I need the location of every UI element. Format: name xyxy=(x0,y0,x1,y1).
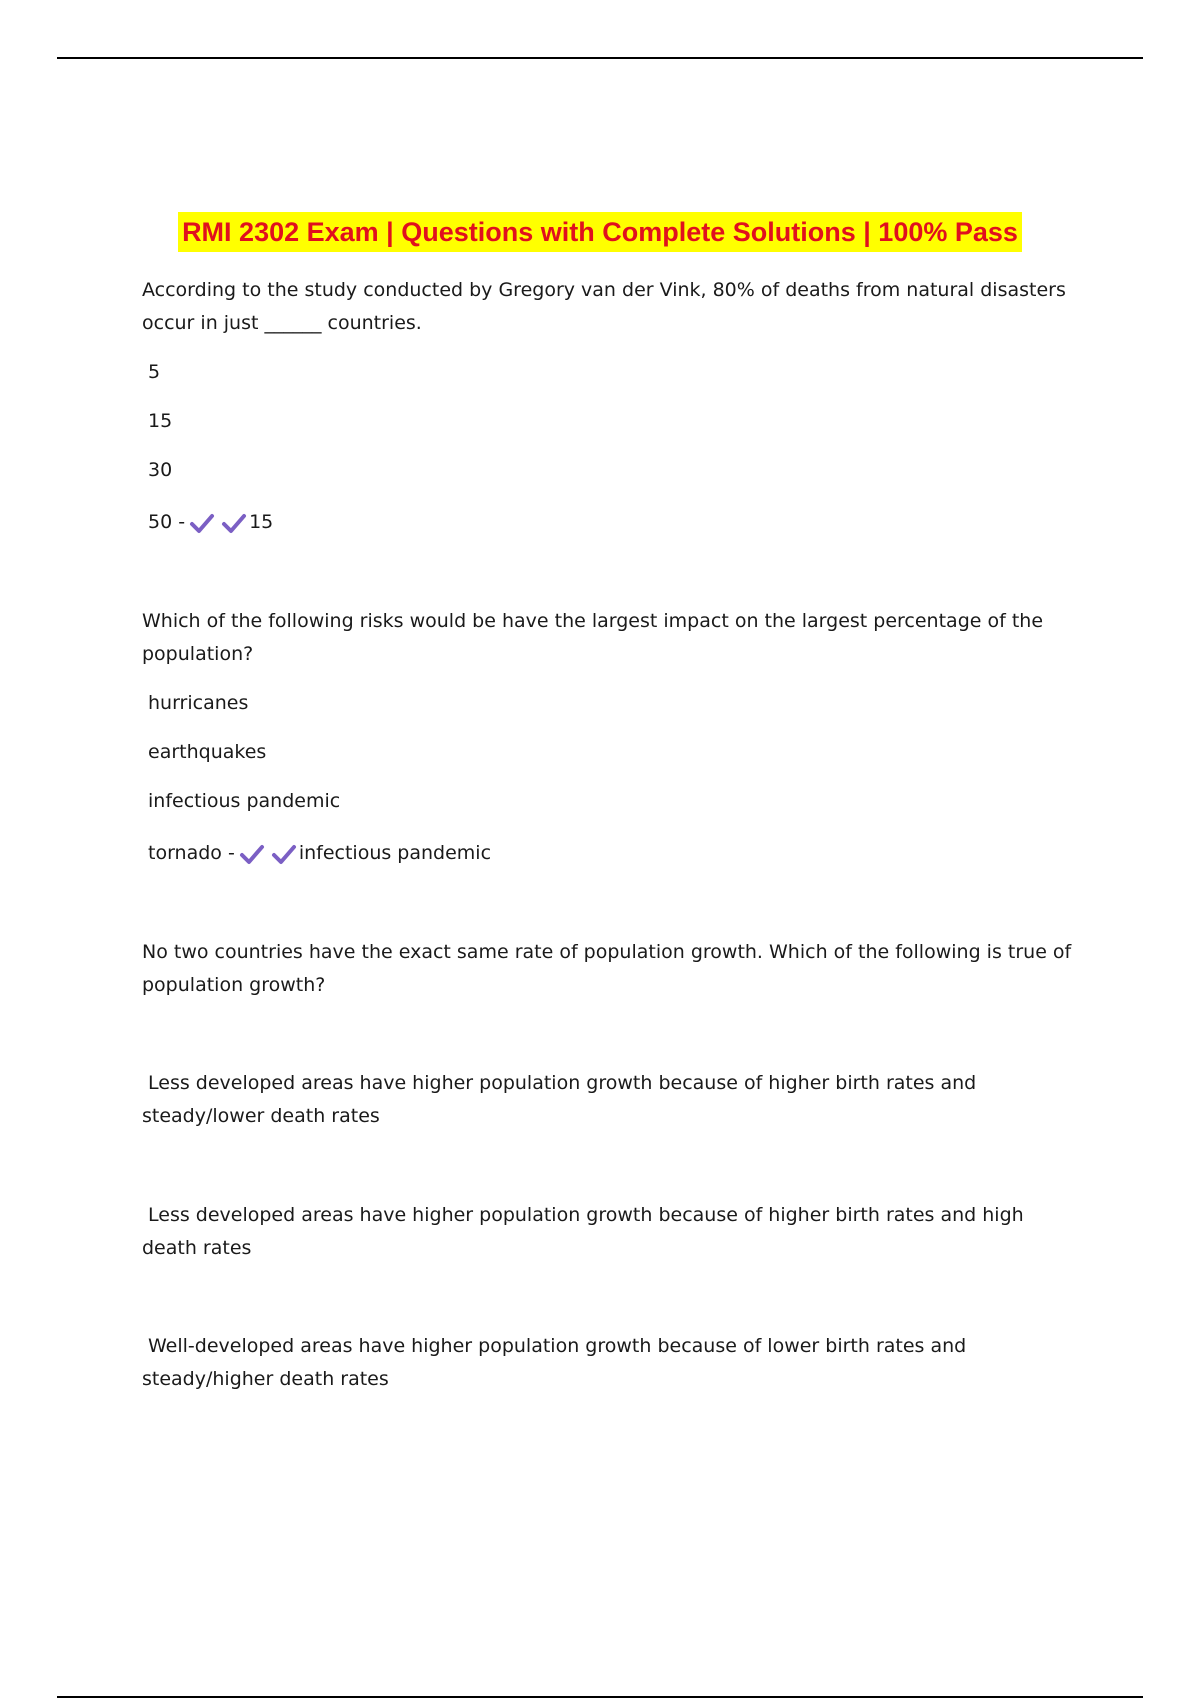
q1-option-1: 5 xyxy=(148,361,161,383)
q2-option-4: tornado - xyxy=(148,842,235,864)
q1-option-4: 50 - xyxy=(148,511,186,533)
q1-option-3: 30 xyxy=(148,459,173,481)
question-2 xyxy=(142,605,1072,671)
top-rule xyxy=(57,57,1143,59)
check-icon xyxy=(239,843,265,865)
check-icon xyxy=(189,512,215,534)
title-container xyxy=(0,212,1200,252)
q2-option-2: earthquakes xyxy=(148,741,267,763)
question-1-text: According to the study conducted by Gregory van der Vink, 80% of deaths from natural disasters occur in just ______ countries. xyxy=(142,279,1066,334)
question-3-text: No two countries have the exact same rate of population growth. Which of the following is true of population growth? xyxy=(142,941,1072,996)
q1-answer: 15 xyxy=(249,511,274,533)
q1-option-4-answer-line xyxy=(148,508,273,536)
q2-answer: infectious pandemic xyxy=(298,842,492,864)
bottom-rule xyxy=(57,1696,1143,1698)
q2-option-4-answer-line xyxy=(148,839,491,867)
question-2-text: Which of the following risks would be have the largest impact on the largest percentage of the population? xyxy=(142,610,1044,665)
q3-option-2: Less developed areas have higher population growth because of higher birth rates and high death rates xyxy=(142,1204,1024,1259)
q3-option-3: Well-developed areas have higher population growth because of lower birth rates and steady/higher death rates xyxy=(142,1335,967,1390)
check-icon xyxy=(221,512,247,534)
document-title: RMI 2302 Exam | Questions with Complete Solutions | 100% Pass xyxy=(178,212,1022,252)
question-1 xyxy=(142,274,1072,340)
check-icon xyxy=(271,843,297,865)
q3-option-1: Less developed areas have higher population growth because of higher birth rates and steady/lower death rates xyxy=(142,1072,977,1127)
q2-option-3: infectious pandemic xyxy=(148,790,341,812)
q2-option-1: hurricanes xyxy=(148,692,249,714)
question-3 xyxy=(142,936,1072,1002)
q1-option-2: 15 xyxy=(148,410,173,432)
